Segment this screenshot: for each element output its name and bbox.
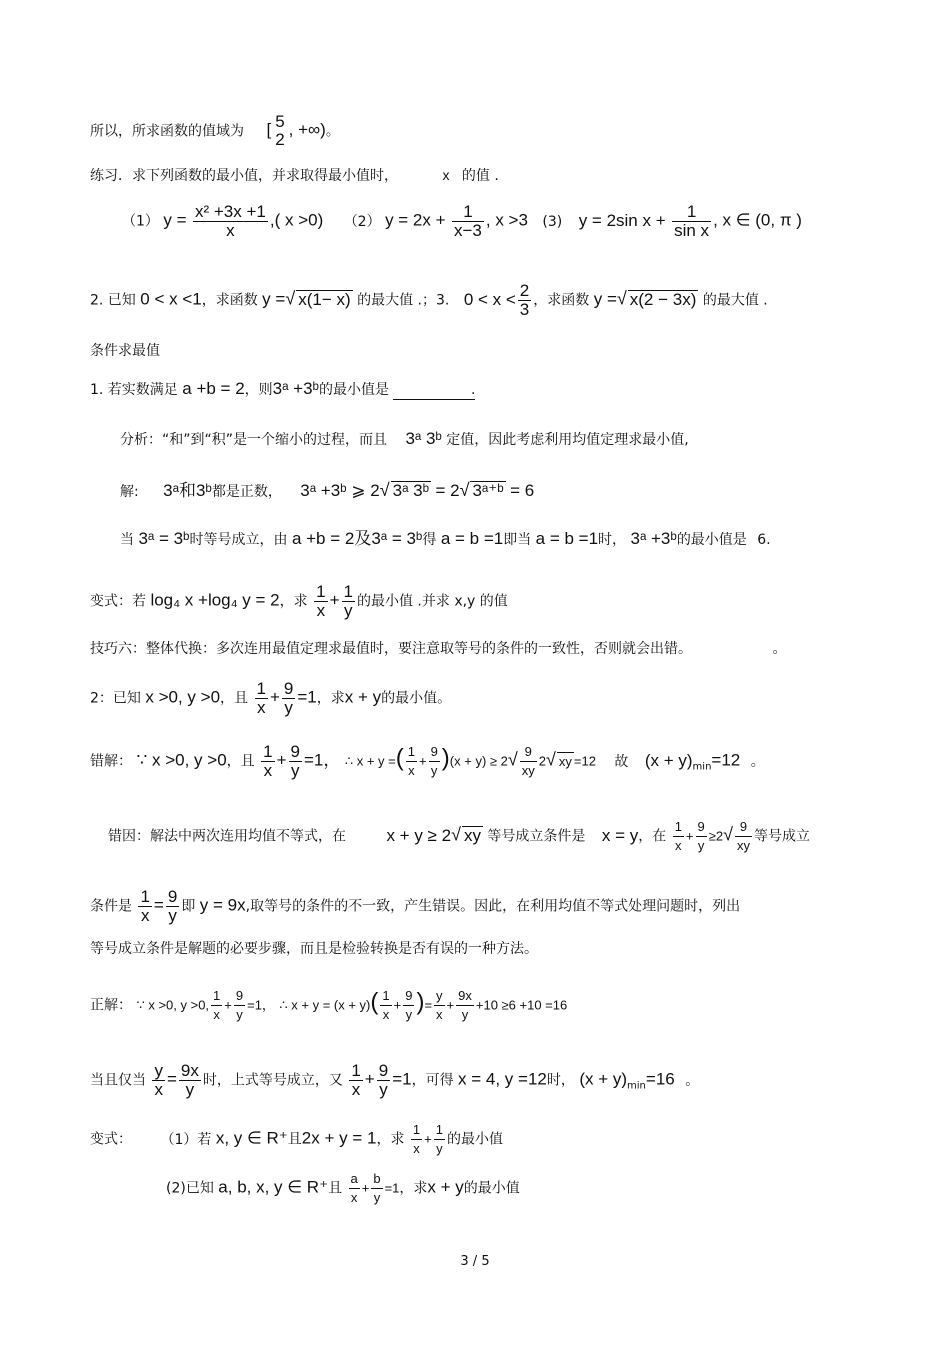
sqrt-sign: √ bbox=[379, 480, 390, 500]
fraction bbox=[371, 1170, 382, 1207]
text: 等号成立条件是解题的必要步骤，而且是检验转换是否有误的一种方法。 bbox=[90, 941, 538, 957]
frac-num: a bbox=[350, 1171, 358, 1186]
frac-den: y bbox=[456, 1005, 474, 1024]
math: =1 bbox=[384, 1180, 400, 1196]
text: 的最大值 .；3. bbox=[357, 292, 450, 309]
fraction bbox=[434, 1121, 445, 1158]
fraction bbox=[377, 1062, 390, 1099]
fraction bbox=[261, 743, 274, 780]
text: 。 bbox=[750, 753, 765, 770]
text: ，可得 bbox=[411, 1072, 454, 1089]
math: , x ∈ (0, π ) bbox=[713, 210, 802, 230]
math: + bbox=[269, 687, 280, 707]
math: a, b, x, y ∈ R⁺ bbox=[218, 1177, 329, 1197]
math: + bbox=[224, 997, 232, 1013]
fraction bbox=[179, 1062, 201, 1099]
analysis bbox=[120, 430, 689, 449]
frac-num: 1 bbox=[343, 582, 353, 601]
frac-num: 9 bbox=[739, 819, 748, 834]
text: 时等号成立，由 bbox=[189, 532, 288, 548]
frac-num: y bbox=[154, 1061, 163, 1080]
frac-den: x bbox=[436, 1007, 443, 1022]
frac-den: x bbox=[211, 1005, 222, 1024]
text: 得 bbox=[422, 532, 437, 548]
text: 且 bbox=[287, 1131, 302, 1148]
subscript: min bbox=[627, 1080, 646, 1092]
error-cause-cont bbox=[90, 888, 740, 925]
frac-den: x bbox=[138, 906, 151, 925]
sqrt-sign: √ bbox=[285, 288, 296, 309]
frac-num: 1 bbox=[213, 988, 221, 1003]
frac-den: xy bbox=[521, 763, 535, 778]
example-1 bbox=[90, 380, 475, 400]
frac-num: b bbox=[373, 1171, 381, 1186]
frac-den: x bbox=[349, 1080, 362, 1099]
fraction bbox=[314, 583, 327, 620]
frac-num: 1 bbox=[407, 744, 415, 759]
frac-num: 9 bbox=[290, 742, 300, 761]
text: 当且仅当 bbox=[90, 1072, 146, 1089]
variant-2-part-2 bbox=[166, 1170, 520, 1207]
text: 错解： bbox=[90, 753, 132, 770]
range-statement bbox=[90, 113, 340, 149]
radicand: x(2 − 3x) bbox=[629, 289, 697, 309]
frac-den: x bbox=[349, 1188, 360, 1207]
math: =1， bbox=[247, 997, 275, 1013]
math: =16 bbox=[645, 1069, 675, 1089]
text: 。 bbox=[685, 1072, 700, 1089]
radicand: 3ᵃ⁺ᵇ bbox=[472, 481, 504, 500]
math: 2x + y = 1 bbox=[301, 1128, 377, 1148]
text: 6. bbox=[757, 532, 771, 548]
section-heading bbox=[90, 342, 160, 360]
error-cause bbox=[108, 818, 810, 855]
frac-num: 9 bbox=[430, 744, 438, 759]
text: 即 bbox=[181, 898, 196, 915]
correct-solution bbox=[90, 987, 567, 1024]
text: 时，上式等号成立，又 bbox=[202, 1072, 343, 1089]
problem-2-3 bbox=[90, 282, 768, 319]
text: ，求 bbox=[399, 1180, 428, 1197]
text: 所以，所求函数的值域为 bbox=[90, 123, 244, 140]
math: x + y bbox=[427, 1177, 464, 1197]
page-number: 3 / 5 bbox=[460, 1254, 490, 1269]
text: 的最大值 . bbox=[702, 292, 768, 309]
sqrt-sign: √ bbox=[507, 749, 518, 770]
math: ∵ x >0, y >0 bbox=[136, 750, 227, 770]
math: 3ᵃ +3ᵇ bbox=[630, 529, 677, 548]
math: y = 2x + bbox=[385, 210, 446, 230]
math: x + y bbox=[344, 687, 382, 707]
fraction bbox=[234, 987, 245, 1024]
frac-den: sin x bbox=[674, 221, 710, 240]
variant-1 bbox=[90, 583, 508, 620]
math: + bbox=[276, 750, 287, 770]
fraction bbox=[193, 203, 268, 240]
math: ≥2 bbox=[708, 828, 724, 844]
math: y = bbox=[163, 210, 187, 230]
frac-num: 9 bbox=[405, 988, 413, 1003]
frac-den: y bbox=[289, 761, 302, 780]
text: ，求 bbox=[316, 690, 345, 707]
math: x >0, y >0 bbox=[145, 687, 221, 707]
frac-den: 2 bbox=[275, 130, 285, 149]
frac-num: 1 bbox=[463, 202, 473, 221]
math: + bbox=[364, 1069, 375, 1089]
subscript: min bbox=[692, 761, 712, 773]
fraction bbox=[673, 818, 684, 855]
frac-num: 5 bbox=[275, 112, 285, 131]
frac-den: y bbox=[696, 836, 707, 855]
fraction bbox=[520, 743, 537, 780]
sqrt-sign: √ bbox=[723, 824, 734, 845]
math: (x + y) bbox=[644, 750, 693, 770]
frac-den: y bbox=[434, 1139, 445, 1158]
frac-den: x bbox=[673, 836, 684, 855]
frac-num: 9 bbox=[283, 679, 294, 698]
fraction bbox=[255, 680, 268, 717]
paren: ( bbox=[395, 744, 404, 772]
fraction bbox=[518, 282, 531, 319]
math: 3ᵃ +3ᵇ bbox=[272, 379, 319, 398]
text: ，且 bbox=[226, 753, 255, 770]
frac-den: y bbox=[179, 1080, 201, 1099]
math: a +b = 2及3ᵃ = 3ᵇ bbox=[291, 529, 423, 548]
frac-den: y bbox=[371, 1188, 382, 1207]
text: 即当 bbox=[503, 532, 532, 548]
problem-number: (3) bbox=[542, 213, 563, 230]
math: y = bbox=[593, 289, 617, 309]
fraction bbox=[282, 680, 295, 717]
math: 3ᵃ = 3ᵇ bbox=[138, 529, 190, 548]
math: 3ᵃ和3ᵇ bbox=[163, 481, 212, 500]
math: a +b = 2 bbox=[182, 379, 245, 398]
fraction bbox=[434, 987, 445, 1024]
text: 当 bbox=[120, 532, 134, 548]
text: 的最小值是 bbox=[676, 532, 747, 548]
math: = 2 bbox=[435, 481, 460, 500]
frac-den: y bbox=[282, 698, 295, 717]
answer-blank: . bbox=[393, 381, 475, 400]
frac-num: 1 bbox=[256, 679, 266, 698]
math: + bbox=[329, 590, 340, 610]
math: =1 bbox=[392, 1069, 412, 1089]
text: 练习．求下列函数的最小值，并求取得最小值时， bbox=[90, 168, 398, 184]
text: ，在 bbox=[638, 828, 667, 845]
text: 变式： bbox=[90, 1131, 132, 1148]
fraction bbox=[289, 743, 302, 780]
text: 故 bbox=[614, 753, 629, 770]
text: 2：已知 bbox=[90, 690, 141, 707]
frac-den: x bbox=[314, 601, 327, 620]
sqrt-sign: √ bbox=[459, 480, 470, 500]
frac-den: y bbox=[377, 1080, 390, 1099]
text: 的最小值。 bbox=[381, 690, 452, 707]
text: 条件求最值 bbox=[90, 343, 160, 359]
math: y = 9x bbox=[199, 895, 246, 915]
variant-2 bbox=[90, 1121, 503, 1158]
frac-num: 1 bbox=[263, 742, 273, 761]
frac-num: 1 bbox=[674, 819, 682, 834]
radicand: xy bbox=[558, 753, 572, 769]
frac-num: 1 bbox=[686, 202, 697, 221]
text: (2)已知 bbox=[166, 1180, 214, 1197]
text: 都是正数， bbox=[211, 484, 282, 500]
math: (x + y) bbox=[579, 1069, 628, 1089]
math: ∵ x >0, y >0, bbox=[136, 997, 210, 1013]
frac-den: 3 bbox=[519, 300, 530, 319]
text: ，求 bbox=[279, 593, 308, 610]
problem-number: （2） bbox=[343, 213, 381, 230]
fraction bbox=[152, 1062, 165, 1099]
math: (x + y) ≥ 2 bbox=[449, 753, 508, 769]
frac-den: y bbox=[429, 761, 440, 780]
equality-condition bbox=[120, 530, 771, 549]
fraction bbox=[696, 818, 707, 855]
text: 的最小值 .并求 x,y 的值 bbox=[356, 593, 508, 610]
math: = bbox=[166, 1069, 177, 1089]
math: + bbox=[685, 828, 694, 844]
fraction bbox=[452, 203, 484, 240]
frac-num: 1 bbox=[382, 988, 390, 1003]
text: 变式：若 bbox=[90, 593, 146, 610]
text: ，求 bbox=[376, 1131, 405, 1148]
frac-num: y bbox=[436, 988, 443, 1003]
text: 的值 . bbox=[461, 168, 499, 184]
fraction bbox=[138, 888, 151, 925]
math: = bbox=[153, 895, 164, 915]
example-2 bbox=[90, 680, 451, 717]
math: 3ᵃ +3ᵇ ⩾ 2 bbox=[300, 481, 380, 500]
error-cause-end bbox=[90, 940, 538, 958]
solution bbox=[120, 481, 534, 501]
fraction bbox=[456, 987, 474, 1024]
technique-six bbox=[90, 640, 786, 658]
math: y = 2sin x + bbox=[578, 210, 666, 230]
frac-den: x bbox=[154, 1080, 163, 1099]
frac-num: 2 bbox=[519, 281, 530, 300]
frac-num: 9 bbox=[167, 887, 178, 906]
frac-num: 9 bbox=[378, 1061, 389, 1080]
text: 。 bbox=[325, 123, 340, 140]
fraction bbox=[429, 743, 440, 780]
paren: ( bbox=[370, 988, 379, 1016]
fraction bbox=[342, 583, 355, 620]
math: x = 4, y =12 bbox=[458, 1069, 547, 1089]
frac-den: y bbox=[234, 1005, 245, 1024]
text: 。 bbox=[772, 641, 787, 657]
text: 条件是 bbox=[90, 898, 132, 915]
text: 技巧六：整体代换：多次连用最值定理求最值时，要注意取等号的条件的一致性，否则就会出错。 bbox=[90, 641, 692, 657]
frac-den: x−3 bbox=[454, 221, 482, 240]
text: 等号成立条件是 bbox=[487, 828, 586, 845]
frac-den: y bbox=[403, 1005, 414, 1024]
math: , x >3 bbox=[485, 210, 528, 230]
fraction bbox=[166, 888, 179, 925]
math: x = y bbox=[601, 825, 639, 845]
math: y = bbox=[262, 289, 286, 309]
math: =1， bbox=[303, 750, 341, 770]
fraction bbox=[411, 1121, 422, 1158]
frac-den: x bbox=[193, 221, 268, 240]
math: ∴ x + y = (x + y) bbox=[279, 997, 371, 1013]
math: ,( x >0) bbox=[269, 210, 324, 230]
text: ,取等号的条件的不一致，产生错误。因此，在利用均值不等式处理问题时，列出 bbox=[245, 898, 741, 915]
math: x bbox=[442, 167, 450, 183]
fraction bbox=[380, 987, 391, 1024]
problem-number: （1） bbox=[122, 213, 159, 230]
math: x, y ∈ R⁺ bbox=[215, 1128, 288, 1148]
frac-num: 9 bbox=[697, 819, 705, 834]
frac-num: 1 bbox=[140, 887, 150, 906]
math: =12 bbox=[711, 750, 741, 770]
math: = 6 bbox=[510, 481, 535, 500]
text: ，求函数 bbox=[201, 292, 258, 309]
text: 解: bbox=[120, 484, 139, 500]
math: + bbox=[446, 997, 455, 1013]
math: ∴ x + y = bbox=[344, 753, 396, 769]
math: 0 < x < bbox=[463, 289, 516, 309]
frac-den: x bbox=[411, 1139, 422, 1158]
math: + bbox=[393, 997, 402, 1013]
text: 1. 若实数满足 bbox=[90, 382, 178, 398]
frac-num: 9x bbox=[180, 1061, 199, 1080]
radicand: 3ᵃ 3ᵇ bbox=[392, 481, 429, 500]
fraction bbox=[349, 1170, 360, 1207]
text: 且 bbox=[328, 1180, 343, 1197]
range-rest: , +∞ bbox=[288, 120, 321, 140]
frac-den: xy bbox=[737, 838, 751, 853]
text: （1）若 bbox=[160, 1131, 212, 1148]
equality-condition-2 bbox=[90, 1062, 699, 1099]
frac-den: y bbox=[166, 906, 179, 925]
frac-num: 9x bbox=[458, 988, 472, 1003]
math: + bbox=[418, 753, 427, 769]
paren: ) bbox=[416, 988, 425, 1016]
text: 时， bbox=[598, 532, 627, 548]
fraction bbox=[735, 818, 752, 855]
radicand: xy bbox=[463, 825, 481, 845]
text: 等号成立 bbox=[754, 828, 811, 845]
frac-num: x² +3x +1 bbox=[194, 202, 266, 221]
fraction bbox=[672, 203, 711, 240]
frac-num: 1 bbox=[435, 1122, 443, 1137]
paren: ) bbox=[441, 744, 450, 772]
frac-den: x bbox=[261, 761, 274, 780]
sqrt-sign: √ bbox=[451, 824, 461, 845]
text: ，则 bbox=[244, 382, 273, 398]
exercise-heading bbox=[90, 166, 499, 185]
text: 分析：“和”到“积”是一个缩小的过程，而且 bbox=[120, 432, 388, 448]
math: a = b =1 bbox=[535, 529, 599, 548]
math: +10 ≥6 +10 =16 bbox=[475, 997, 568, 1013]
text: 时， bbox=[546, 1072, 575, 1089]
math: a = b =1 bbox=[440, 529, 504, 548]
math: = bbox=[424, 997, 433, 1013]
text: 的最小值 bbox=[446, 1131, 503, 1148]
frac-num: 1 bbox=[316, 582, 326, 601]
math: 0 < x <1 bbox=[140, 289, 202, 309]
math: + bbox=[424, 1131, 432, 1147]
range-interval: [ 5 2 , +∞) bbox=[266, 112, 326, 149]
math: =12 bbox=[573, 753, 596, 769]
math: log₄ x +log₄ y = 2 bbox=[150, 590, 280, 610]
frac-den: y bbox=[342, 601, 355, 620]
text: 定值，因此考虑利用均值定理求最小值, bbox=[446, 432, 689, 448]
frac-num: 1 bbox=[412, 1122, 421, 1137]
math: =1 bbox=[297, 687, 317, 707]
sqrt-sign: √ bbox=[545, 749, 556, 770]
fraction bbox=[406, 743, 417, 780]
text: 的最小值是 bbox=[318, 382, 389, 398]
frac-num: 9 bbox=[524, 744, 532, 759]
text: 正解： bbox=[90, 997, 132, 1014]
frac-den: x bbox=[380, 1005, 391, 1024]
frac-num: 1 bbox=[351, 1061, 361, 1080]
frac-den: x bbox=[255, 698, 268, 717]
text: 错因：解法中两次连用均值不等式，在 bbox=[108, 828, 346, 845]
math: 2 bbox=[538, 753, 546, 769]
math: x + y ≥ 2 bbox=[386, 825, 452, 845]
text: ，求函数 bbox=[533, 292, 590, 309]
fraction bbox=[211, 987, 222, 1024]
text: 的最小值 bbox=[463, 1180, 520, 1197]
text: 2. 已知 bbox=[90, 292, 136, 309]
frac-den: x bbox=[406, 761, 417, 780]
math: 3ᵃ 3ᵇ bbox=[405, 429, 442, 448]
frac-num: 9 bbox=[235, 988, 244, 1003]
fraction bbox=[349, 1062, 362, 1099]
math: + bbox=[361, 1180, 370, 1196]
fraction bbox=[403, 987, 414, 1024]
exercise-problems bbox=[122, 203, 802, 240]
text: ，且 bbox=[220, 690, 249, 707]
radicand: x(1− x) bbox=[298, 289, 351, 309]
sqrt-sign: √ bbox=[616, 288, 627, 309]
wrong-solution bbox=[90, 743, 765, 780]
